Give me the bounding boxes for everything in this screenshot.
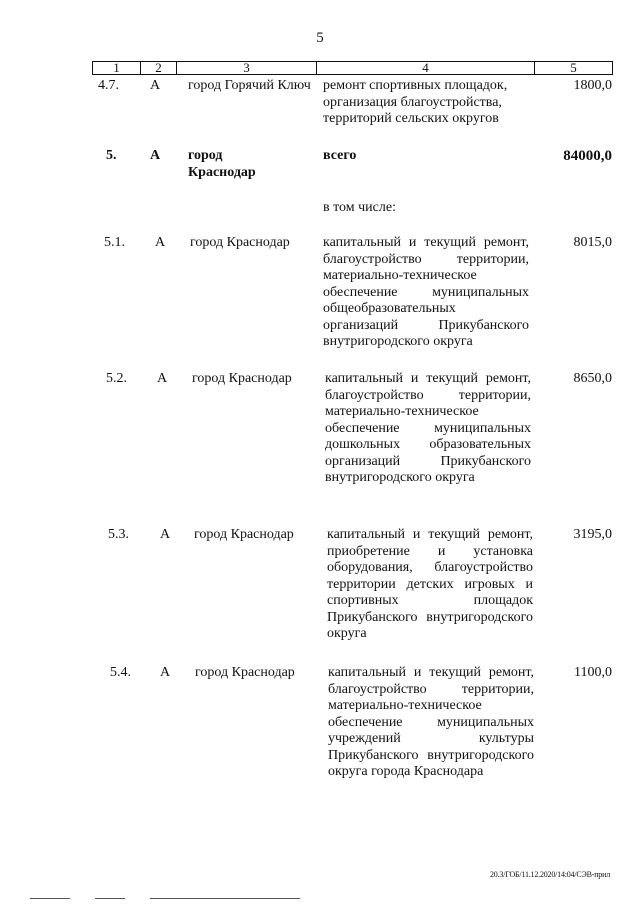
row-number: 5.1.: [104, 235, 125, 250]
row-letter: А: [157, 371, 168, 386]
footer-code: 20.3/ГОБ/11.12.2020/14:04/СЭВ-прил: [490, 870, 610, 879]
row-letter: А: [160, 665, 171, 680]
row-letter: А: [150, 148, 161, 163]
scan-artifact-line: [30, 898, 70, 899]
scan-artifact-line: [95, 898, 125, 899]
row-amount: 8650,0: [573, 371, 612, 386]
row-amount: 3195,0: [573, 527, 612, 542]
row-number: 4.7.: [98, 78, 119, 93]
column-header: 5: [570, 60, 577, 75]
row-amount: 8015,0: [573, 235, 612, 250]
row-city: город Краснодар: [190, 235, 290, 250]
row-amount: 1100,0: [574, 665, 612, 680]
row-city: город Краснодар: [195, 665, 295, 680]
row-number: 5.: [106, 148, 117, 163]
row-city: город Краснодар: [194, 527, 294, 542]
row-city: город Горячий Ключ: [188, 78, 311, 93]
row-letter: А: [150, 78, 161, 93]
row-letter: А: [160, 527, 171, 542]
row-description: капитальный и текущий ремонт, благоустройство территории, материально-техническое обеспечение муниципальных общеобразовательных организаций Прикубанского внутригородского округа: [323, 235, 529, 349]
row-description: в том числе:: [323, 200, 396, 215]
column-header-row: [92, 61, 613, 75]
row-description: ремонт спортивных площадок, организация благоустройства, территорий сельских округов: [323, 78, 508, 126]
column-header: 3: [177, 62, 317, 74]
column-header: 4: [317, 62, 535, 74]
row-letter: А: [155, 235, 166, 250]
row-description: капитальный и текущий ремонт, благоустройство территории, материально-техническое обеспечение муниципальных учреждений культуры Прикубанского внутригородского округа города Краснодара: [328, 665, 534, 779]
row-description: капитальный и текущий ремонт, благоустройство территории, материально-техническое обеспечение муниципальных дошкольных образовательных организаций Прикубанского внутригородского округа: [325, 371, 531, 485]
row-amount: 1800,0: [573, 78, 612, 93]
row-city: город Краснодар: [188, 148, 256, 180]
row-city: город Краснодар: [192, 371, 292, 386]
row-number: 5.2.: [106, 371, 127, 386]
row-description: всего: [323, 148, 357, 163]
column-header: 2: [141, 62, 177, 74]
scan-artifact-line: [150, 898, 300, 899]
row-number: 5.4.: [110, 665, 131, 680]
row-description: капитальный и текущий ремонт, приобретение и установка оборудования, благоустройство территории детских игровых и спортивных площадок Прикубанского внутригородского округа: [327, 527, 533, 641]
page-number: 5: [316, 30, 324, 46]
row-amount: 84000,0: [563, 148, 612, 164]
row-number: 5.3.: [108, 527, 129, 542]
column-header: 1: [93, 62, 141, 74]
